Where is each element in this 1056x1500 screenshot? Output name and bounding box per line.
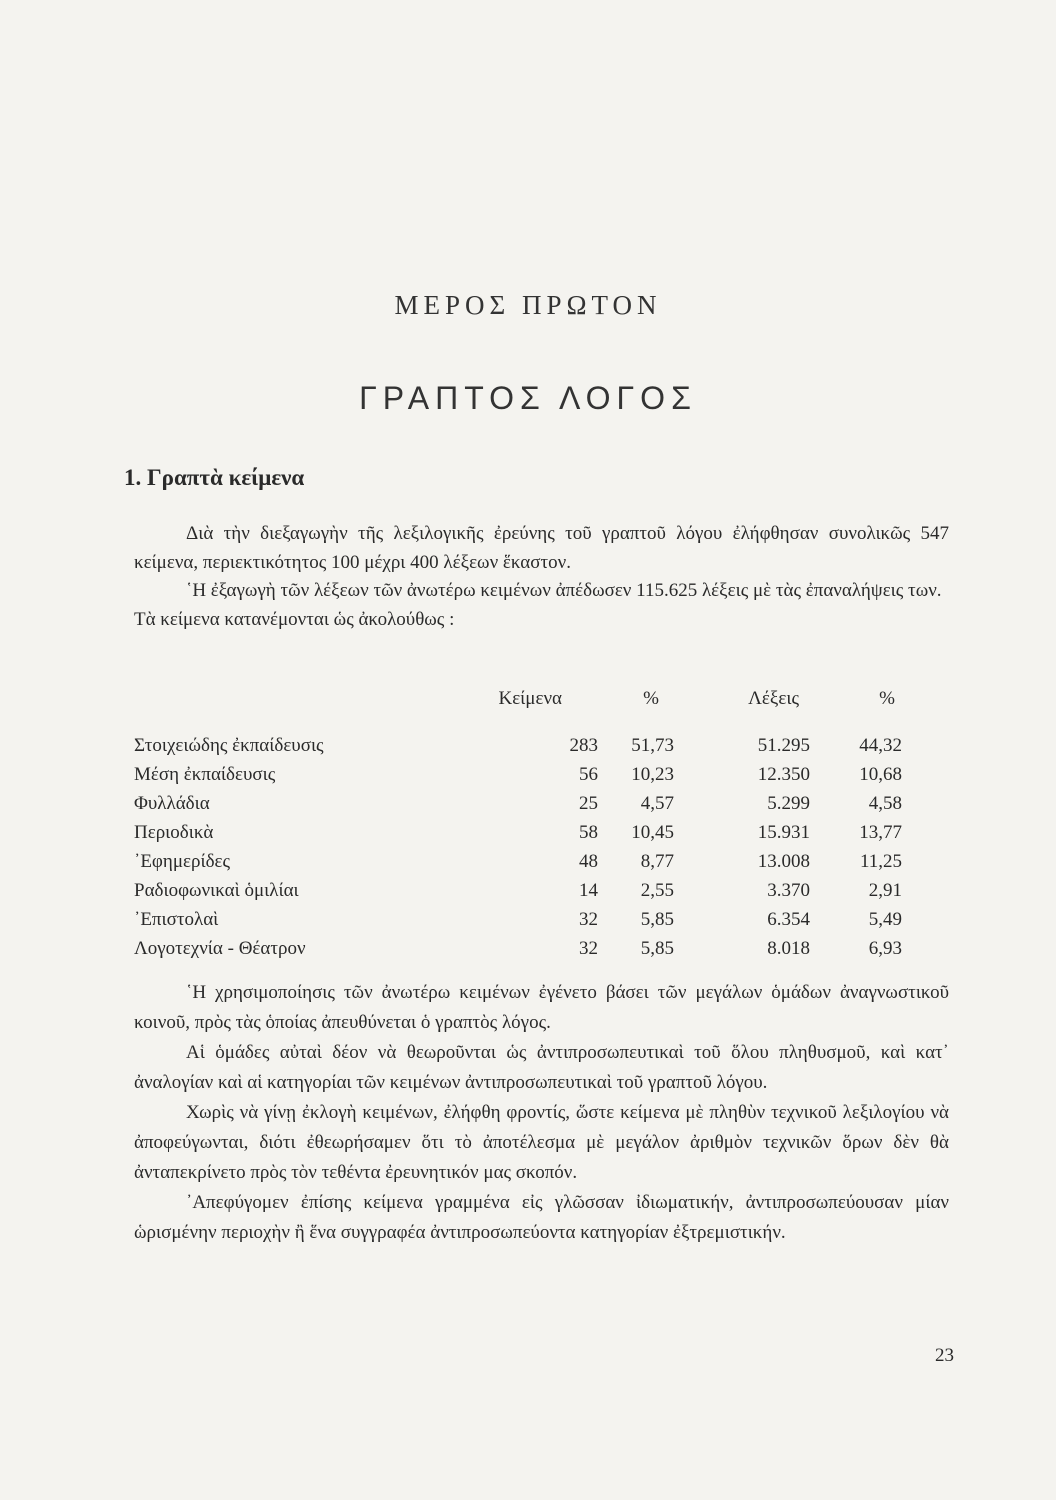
- table-row: [134, 793, 934, 822]
- page-number: 23: [935, 1345, 954, 1366]
- texts-distribution-table: [134, 688, 934, 967]
- row-words-pct: 13,77: [859, 822, 902, 843]
- row-words: 13.008: [757, 851, 810, 872]
- row-texts: 32: [579, 909, 598, 930]
- row-words: 15.931: [757, 822, 810, 843]
- body-paragraph-1: ῾Η χρησιμοποίησις τῶν ἀνωτέρω κειμένων ἐγένετο βάσει τῶν μεγάλων ὁμάδων ἀναγνωστικοῦ κοινοῦ, πρὸς τὰς ὁποίας ἀπευθύνεται ὁ γραπτὸς λόγος.: [134, 982, 949, 1033]
- body-paragraph-4: ᾿Απεφύγομεν ἐπίσης κείμενα γραμμένα εἰς γλῶσσαν ἰδιωματικήν, ἀντιπροσωπεύουσαν μίαν ὡρισμένην περιοχὴν ἢ ἕνα συγγραφέα ἀντιπροσωπεύοντα κατηγορίαν ἐξτρεμιστικήν.: [134, 1192, 949, 1243]
- row-texts: 32: [579, 938, 598, 959]
- body-paragraph-3: Χωρὶς νὰ γίνῃ ἐκλογὴ κειμένων, ἐλήφθη φροντίς, ὥστε κείμενα μὲ πληθὺν τεχνικοῦ λεξιλογίου νὰ ἀποφεύγωνται, διότι ἐθεωρήσαμεν ὅτι τὸ ἀποτέλεσμα μὲ μεγάλον ἀριθμὸν τεχνικῶν ὅρων δὲν θὰ ἀνταπεκρίνετο πρὸς τὸν τεθέντα ἐρευνητικόν μας σκοπόν.: [134, 1102, 949, 1183]
- part-title: ΜΕΡΟΣ ΠΡΩΤΟΝ: [394, 290, 662, 320]
- table-row: [134, 880, 934, 909]
- row-words: 6.354: [767, 909, 810, 930]
- row-label: ᾿Εφημερίδες: [134, 851, 231, 872]
- row-texts-pct: 2,55: [640, 880, 674, 901]
- row-words: 3.370: [767, 880, 810, 901]
- header-words: Λέξεις: [748, 688, 799, 709]
- row-texts-pct: 51,73: [631, 735, 674, 756]
- main-title: ΓΡΑΠΤΟΣ ΛΟΓΟΣ: [359, 380, 697, 416]
- table-row: [134, 735, 934, 764]
- row-texts: 58: [579, 822, 598, 843]
- table-header-row: [134, 688, 934, 730]
- row-texts-pct: 10,23: [631, 764, 674, 785]
- row-words-pct: 10,68: [859, 764, 902, 785]
- row-texts: 48: [579, 851, 598, 872]
- section-heading: 1. Γραπτὰ κείμενα: [124, 465, 305, 490]
- row-texts-pct: 5,85: [640, 909, 674, 930]
- row-words-pct: 44,32: [859, 735, 902, 756]
- table-row: [134, 909, 934, 938]
- intro-paragraph-1: Διὰ τὴν διεξαγωγὴν τῆς λεξιλογικῆς ἐρεύνης τοῦ γραπτοῦ λόγου ἐλήφθησαν συνολικῶς 547 κείμενα, περιεκτικότητος 100 μέχρι 400 λέξεων ἕκαστον.: [134, 523, 949, 573]
- row-texts: 25: [579, 793, 598, 814]
- row-label: Φυλλάδια: [134, 793, 210, 814]
- header-words-pct: %: [879, 688, 895, 709]
- row-words-pct: 5,49: [868, 909, 902, 930]
- table-row: [134, 764, 934, 793]
- row-words-pct: 11,25: [859, 851, 902, 872]
- row-label: Στοιχειώδης ἐκπαίδευσις: [134, 735, 324, 756]
- row-words: 5.299: [767, 793, 810, 814]
- row-words-pct: 4,58: [868, 793, 902, 814]
- table-row: [134, 938, 934, 967]
- table-row: [134, 851, 934, 880]
- row-label: Λογοτεχνία - Θέατρον: [134, 938, 306, 959]
- row-words: 12.350: [757, 764, 810, 785]
- header-texts-pct: %: [643, 688, 659, 709]
- row-texts-pct: 8,77: [640, 851, 674, 872]
- row-label: Ραδιοφωνικαὶ ὁμιλίαι: [134, 880, 299, 901]
- intro-text: [134, 520, 949, 634]
- intro-paragraph-2: ῾Η ἐξαγωγὴ τῶν λέξεων τῶν ἀνωτέρω κειμένων ἀπέδωσεν 115.625 λέξεις μὲ τὰς ἐπαναλήψεις των.: [186, 580, 942, 601]
- row-label: ᾿Επιστολαὶ: [134, 909, 219, 930]
- row-texts-pct: 10,45: [631, 822, 674, 843]
- row-words-pct: 6,93: [868, 938, 902, 959]
- row-texts-pct: 5,85: [640, 938, 674, 959]
- row-words: 8.018: [767, 938, 810, 959]
- header-texts: Κείμενα: [498, 688, 562, 709]
- row-label: Μέση ἐκπαίδευσις: [134, 764, 276, 785]
- body-text: [134, 978, 949, 1248]
- row-label: Περιοδικὰ: [134, 822, 214, 843]
- row-words-pct: 2,91: [868, 880, 902, 901]
- row-texts-pct: 4,57: [640, 793, 674, 814]
- row-texts: 14: [579, 880, 598, 901]
- intro-paragraph-3: Τὰ κείμενα κατανέμονται ὡς ἀκολούθως :: [134, 608, 455, 630]
- row-texts: 56: [579, 764, 598, 785]
- row-words: 51.295: [757, 735, 810, 756]
- table-row: [134, 822, 934, 851]
- row-texts: 283: [569, 735, 598, 756]
- body-paragraph-2: Αἱ ὁμάδες αὐταὶ δέον νὰ θεωροῦνται ὡς ἀντιπροσωπευτικαὶ τοῦ ὅλου πληθυσμοῦ, καὶ κατ᾿ ἀναλογίαν καὶ αἱ κατηγορίαι τῶν κειμένων ἀντιπροσωπευτικαὶ τοῦ γραπτοῦ λόγου.: [134, 1042, 949, 1093]
